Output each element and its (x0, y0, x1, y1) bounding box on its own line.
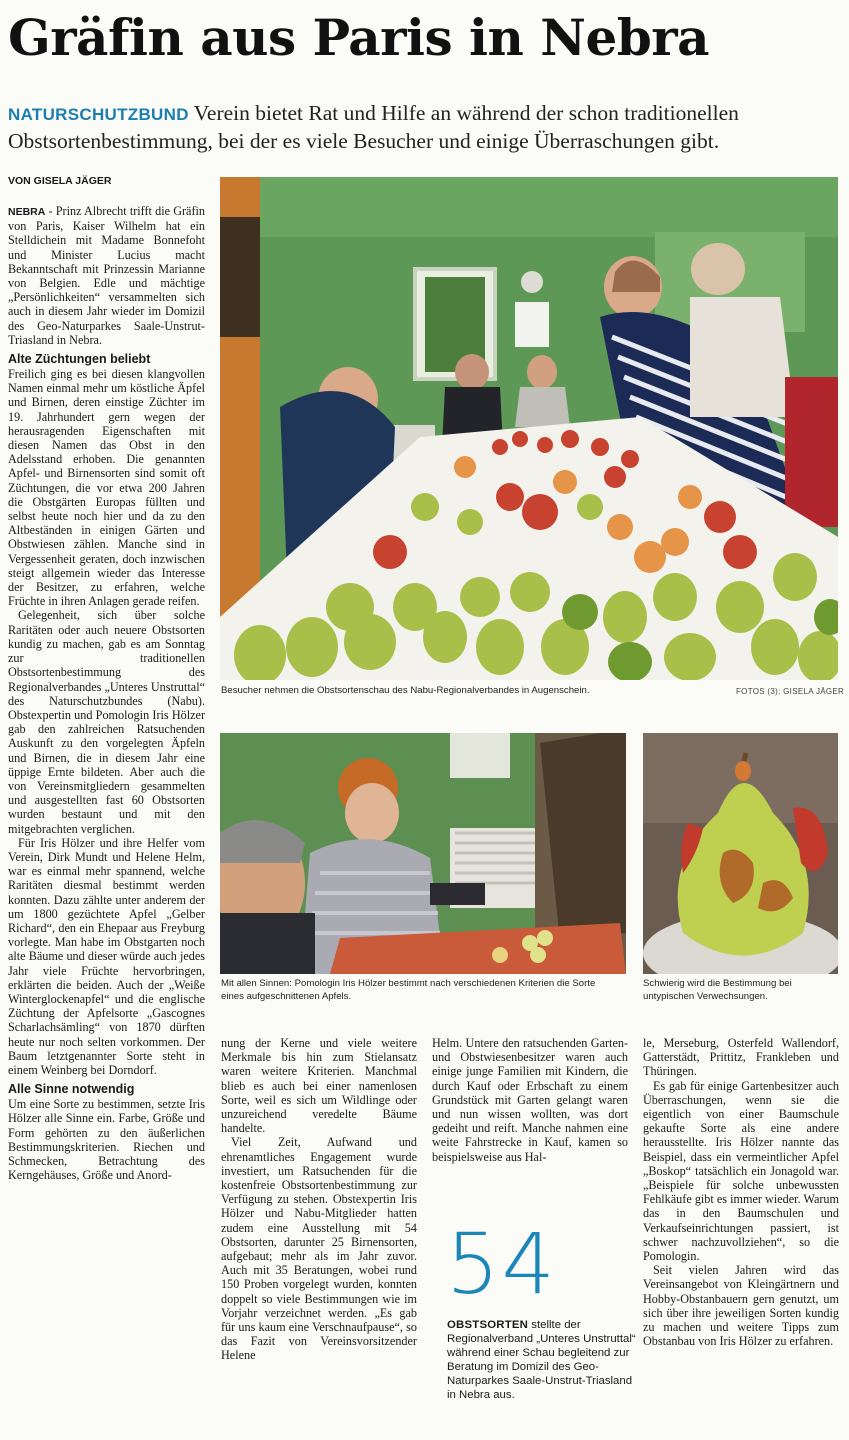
paragraph: Es gab für einige Gartenbesitzer auch Überraschungen, wenn sie die eigentlich von einer Baumschule gekaufte Sorte als eine andere herausstellte. Iris Hölzer nannte das Beispiel, dass ein vermeintlicher Apfel „Boskop“ tatsächlich ein Jonagold war. „Beispiele für solche unbewussten Fehlkäufe gibt es immer wieder. Warum das in den Baumschulen und Verkaufseinrichtungen passiert, ist schwer nachzuvollziehen“, so die Pomologin. (643, 1078, 839, 1264)
paragraph: Viel Zeit, Aufwand und ehrenamtliches Engagement wurde investiert, um Ratsuchenden für die kostenfreie Obstsortenbestimmung zur Verfügung zu stehen. Obstexpertin Iris Hölzer und Nabu-Mitglieder hatten zudem eine Ausstellung mit 54 Obstsorten, darunter 25 Birnensorten, aufgebaut; mehr als im Jahr zuvor. Auch mit 35 Beratungen, wobei rund 150 Proben vorgelegt wurden, konnten doppelt so viele Bestimmungen wie im Vorjahr verzeichnet werden. „Es gab für uns kaum eine Verschnaufpause“, so das Fazit von Vereinsvorsitzender Helene (221, 1135, 417, 1363)
subheadline (8, 100, 843, 154)
subheadline-text: Verein bietet Rat und Hilfe an während der schon traditionellen Obstsortenbestimmung, bei der es viele Besucher und einige Überraschungen gibt. (8, 101, 739, 153)
headline: Gräfin aus Paris in Nebra (8, 8, 710, 67)
paragraph: Helm. Untere den ratsuchenden Garten- und Obstwiesenbesitzer waren auch einige junge Familien mit Kindern, die durch Kauf oder Erbschaft zu einem Grundstück mit Garten gelangt waren und nun wissen wollten, was dort gedeiht und reift. Manche nahmen eine weite Fahrstrecke in Kauf, kamen so beispielsweise aus Hal- (432, 1036, 628, 1164)
dateline: NEBRA (8, 206, 46, 218)
main-photo-fruit-exhibition (220, 177, 838, 680)
exhibition-scene-image (220, 177, 838, 680)
main-photo-caption: Besucher nehmen die Obstsortenschau des Nabu-Regionalverbandes in Augenschein. (221, 685, 590, 696)
column-4 (643, 1036, 839, 1432)
column-2 (221, 1036, 417, 1432)
fact-number: 54 (446, 1215, 557, 1313)
subhead-alle-sinne: Alle Sinne notwendig (8, 1082, 135, 1097)
kicker: NATURSCHUTZBUND (8, 105, 189, 124)
photo-pomologist (220, 733, 626, 974)
fact-box (447, 1318, 637, 1402)
paragraph: nung der Kerne und viele weitere Merkmale bis hin zum Stielansatz waren weitere Kriterien. Manchmal blieb es auch bei einer namenlosen Sorte, weil es sich um Wildlinge oder unzureichend veredelte Bäume handelte. (221, 1036, 417, 1136)
paragraph: Um eine Sorte zu bestimmen, setzte Iris Hölzer alle Sinne ein. Farbe, Größe und Form gehörten zu den äußerlichen Bestimmungskriterien. Riechen und Schmecken, Betrachtung des Kerngehäuses, Größe und Anord- (8, 1097, 205, 1183)
pomologist-photo-caption: Mit allen Sinnen: Pomologin Iris Hölzer bestimmt nach verschiedenen Kriterien die Sorte eines aufgeschnittenen Apfels. (221, 978, 596, 1002)
column-3 (432, 1036, 628, 1206)
pomologist-scene-image (220, 733, 626, 974)
subhead-alte-zuechtungen: Alte Züchtungen beliebt (8, 352, 151, 367)
cut-pear-image (643, 733, 838, 974)
paragraph: Gelegenheit, sich über solche Raritäten oder auch neuere Obstsorten kundig zu machen, gab es am Sonntag zur traditionellen Obstsortenbestimmung des Regionalverbandes „Unteres Unstruttal“ des Naturschutzbundes (Nabu). Obstexpertin und Pomologin Iris Hölzer gab den zahlreichen Ratsuchenden Auskunft zu den vorgelegten Äpfeln und Birnen, die in diesem Jahr eine üppige Ernte bildeten. Aber auch die von Vereinsmitgliedern gesammelten und ausgestellten fast 60 Obstsorten wurden bestaunt und mit den mitgebrachten verglichen. (8, 608, 205, 836)
fact-text: stellte der Regionalverband „Unteres Unstruttal“ während einer Schau begleitend zur Beratung im Domizil des Geo-Naturparkes Saale-Unstrut-Triasland in Nebra aus. (447, 1319, 636, 1401)
intro-paragraph: NEBRA - Prinz Albrecht trifft die Gräfin von Paris, Kaiser Wilhelm hat ein Stelldichein mit Madame Bonnefoht und Minister Lucius macht Bekanntschaft mit Prinzessin Marianne von Belgien. Edle und mächtige „Persönlichkeiten“ versammelten sich auch in diesem Jahr wieder im Domizil des Geo-Naturparkes Saale-Unstrut-Triasland in Nebra. (8, 204, 205, 347)
photo-credit: FOTOS (3): GISELA JÄGER (736, 687, 845, 696)
paragraph: Seit vielen Jahren wird das Vereinsangebot von Kleingärtnern und Hobby-Obstanbauern gern genutzt, um sich über ihre jeweiligen Sorten kundig zu machen und weitere Tipps zum Obstanbau von Iris Hölzer zu erfahren. (643, 1263, 839, 1349)
paragraph: Freilich ging es bei diesen klangvollen Namen einmal mehr um köstliche Äpfel und Birnen, deren einstige Züchter im 19. Jahrhundert gern wegen der herausragenden Eigenschaften mit diesen Namen das Obst in den Adelsstand erhoben. Die genannten Apfel- und Birnensorten sind somit oft Züchtungen, die vor etwa 200 Jahren die Obstgärten Europas füllten und selbst heute noch hier und da zu den Altbeständen in einigen Gärten und Obstwiesen zählen. Manche sind in Vergessenheit geraten, doch inzwischen steigt allgemein wieder das Interesse der Besitzer, zu erfahren, welche Früchte in ihren Anlagen gerade reifen. (8, 367, 205, 609)
byline: VON GISELA JÄGER (8, 175, 112, 187)
cut-pear-photo-caption: Schwierig wird die Bestimmung bei untypischen Verwechsungen. (643, 978, 792, 1002)
paragraph: Für Iris Hölzer und ihre Helfer vom Verein, Dirk Mundt und Helene Helm, war es einmal mehr spannend, welche Raritäten diesmal bestimmt werden konnten. Dazu zählte unter anderem der um 1800 gezüchtete Apfel „Gelber Richard“, den ein Ehepaar aus Freyburg vorlegte. Man habe im Obstgarten noch alte Bäume und dieser würde auch jedes Jahr viele Früchte hervorbringen, erklärten die beiden. Auch der „Weiße Winterglockenapfel“ und die englische Züchtung der Apfelsorte „Gascognes Scharlachsämling“ von 1870 dürften heute nur noch selten vorkommen. Der Baum letztgenannter Sorte steht in einem Weinberg bei Dorndorf. (8, 835, 205, 1077)
paragraph: le, Merseburg, Osterfeld Wallendorf, Gatterstädt, Prittitz, Frankleben und Thüringen. (643, 1036, 839, 1079)
column-1 (8, 204, 205, 1432)
photo-cut-pear (643, 733, 838, 974)
fact-label: OBSTSORTEN (447, 1319, 529, 1331)
